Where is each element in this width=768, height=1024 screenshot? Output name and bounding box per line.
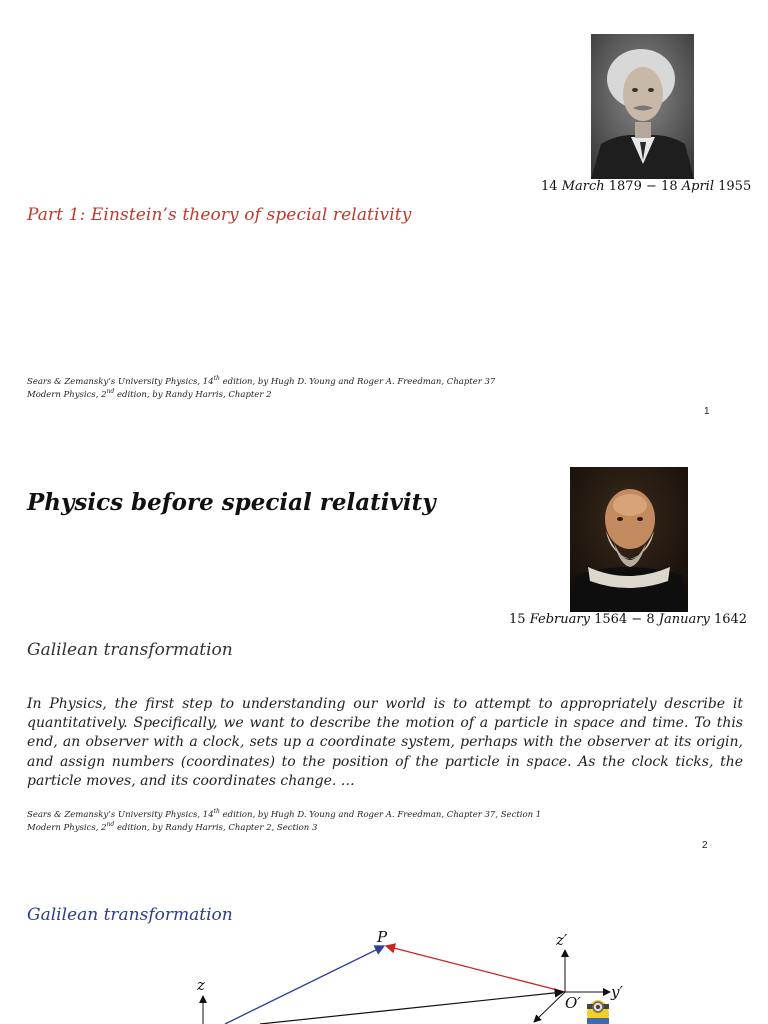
galilean-diagram [0,920,768,1024]
page-number: 2 [702,840,708,851]
position-vector-r-prime [386,946,565,992]
observer-figure [587,1000,609,1024]
einstein-dates: 14 March 1879 − 18 April 1955 [541,179,752,194]
origin-prime-label: O′ [565,994,581,1012]
reference-line: Sears & Zemansky’s University Physics, 14th edition, by Hugh D. Young and Roger A. Freedman, Chapter 37, Section 1 [27,808,542,820]
references-slide2 [27,807,541,834]
reference-line: Modern Physics, 2nd edition, by Randy Harris, Chapter 2, Section 3 [27,821,318,834]
references-slide1 [27,374,495,401]
z-prime-label: z′ [556,931,568,949]
slide-heading: Physics before special relativity [27,489,436,516]
position-vector-r [225,946,384,1024]
z-axis-label: z [197,976,205,994]
galileo-dates: 15 February 1564 − 8 January 1642 [509,612,748,627]
y-prime-label: y′ [611,983,623,1001]
section-subheading: Galilean transformation [27,640,233,660]
point-p-label: P [377,928,388,946]
page-number: 1 [704,406,710,417]
x-prime-axis [534,992,565,1022]
einstein-portrait [591,34,694,179]
galileo-portrait [570,467,688,612]
part-title: Part 1: Einstein’s theory of special relativity [27,205,412,225]
reference-line: Sears & Zemansky’s University Physics, 14th edition, by Hugh D. Young and Roger A. Freedman, Chapter 37 [27,375,496,387]
body-paragraph: In Physics, the first step to understanding our world is to attempt to appropriately describe it quantitatively. Specifically, we want to describe the motion of a particle in space and time. To this end, an observer with a clock, sets up a coordinate system, perhaps with the observer at its origin, and assign numbers (coordinates) to the position of the particle in space. As the clock ticks, the particle moves, and its coordinates change. … [27,696,743,789]
reference-line: Modern Physics, 2nd edition, by Randy Harris, Chapter 2 [27,388,272,401]
slide-heading: Galilean transformation [27,905,233,925]
frame-displacement-vector [260,992,563,1024]
